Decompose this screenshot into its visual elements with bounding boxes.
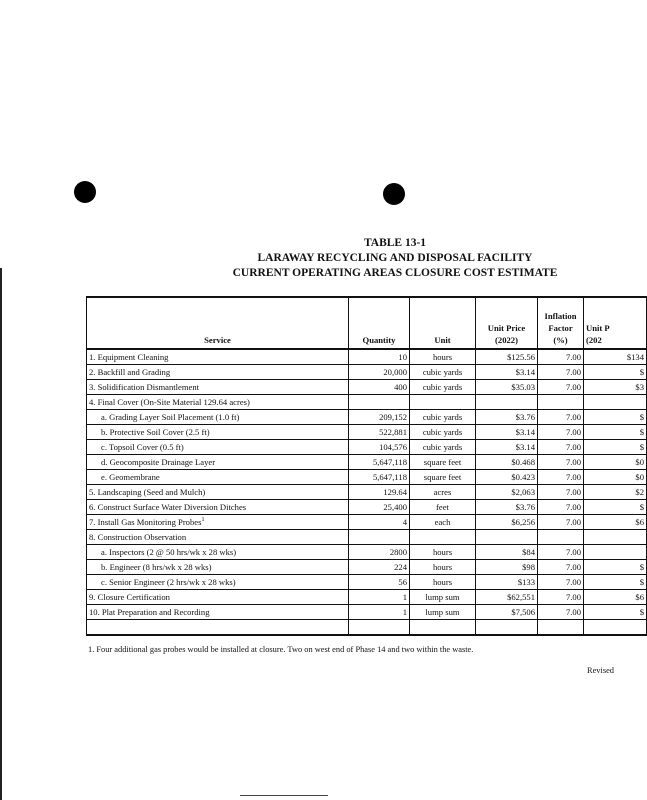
cell-service: [87, 395, 349, 410]
cell-service-text: 1. Equipment Cleaning: [89, 351, 169, 362]
cell-unit: [410, 470, 476, 485]
cell-service: [87, 575, 349, 590]
cell-inflation-factor: [538, 605, 584, 620]
cell-unit-price-2-text: $: [639, 606, 644, 617]
cell-service-text: 7. Install Gas Monitoring Probes: [89, 516, 202, 527]
cell-inflation-factor: [538, 590, 584, 605]
cell-service-text: 4. Final Cover (On-Site Material 129.64 acres): [89, 396, 250, 407]
table-body: [87, 349, 647, 635]
cell-service: [87, 440, 349, 455]
cell-service: [87, 455, 349, 470]
cell-service-text: 3. Solidification Dismantlement: [89, 381, 200, 392]
cell-quantity-text: 209,152: [379, 411, 407, 422]
cell-quantity: [349, 410, 410, 425]
cell-unit: [410, 560, 476, 575]
cell-quantity-text: 10: [398, 351, 407, 362]
header-service: Service: [87, 297, 349, 349]
cell-inflation-factor-text: 7.00: [565, 471, 581, 482]
cell-unit-price-text: $3.76: [515, 501, 535, 512]
cell-unit-text: square feet: [423, 456, 462, 467]
cell-unit: [410, 500, 476, 515]
cell-unit-price-2-text: $: [639, 426, 644, 437]
punch-hole-left: [74, 181, 96, 203]
cell-unit: [410, 455, 476, 470]
cell-unit-text: acres: [433, 486, 452, 497]
cell-unit-text: hours: [432, 546, 453, 557]
cell-unit-price-2: [584, 515, 647, 530]
cell-unit-text: cubic yards: [422, 366, 463, 377]
cell-quantity: [349, 515, 410, 530]
cell-unit-price-text: $6,256: [511, 516, 535, 527]
cell-unit-price: [476, 545, 538, 560]
cell-quantity: [349, 425, 410, 440]
cell-unit-price-2: [584, 605, 647, 620]
cell-quantity: [349, 455, 410, 470]
cell-unit-price: [476, 395, 538, 410]
cell-unit: [410, 545, 476, 560]
cell-quantity-text: 522,881: [379, 426, 407, 437]
spacer-cell: [87, 620, 349, 636]
cell-unit-price: [476, 590, 538, 605]
table-row: [87, 410, 647, 425]
cell-service-text: a. Grading Layer Soil Placement (1.0 ft): [101, 411, 240, 422]
punch-hole-right: [383, 183, 405, 205]
cell-unit: [410, 590, 476, 605]
header-unit-price-line2: (2022): [495, 335, 518, 345]
cell-quantity: [349, 349, 410, 365]
cell-quantity: [349, 575, 410, 590]
cell-unit-price-2: [584, 380, 647, 395]
header-unit-price2-line2: (202: [586, 335, 602, 345]
cell-unit: [410, 410, 476, 425]
cell-inflation-factor-text: 7.00: [565, 576, 581, 587]
cell-unit: [410, 515, 476, 530]
cell-quantity-text: 2800: [389, 546, 407, 557]
cell-quantity-text: 25,400: [383, 501, 407, 512]
cell-unit-text: each: [434, 516, 451, 527]
cell-unit-price: [476, 365, 538, 380]
header-unit-price2-line1: Unit P: [586, 323, 610, 333]
table-row: [87, 500, 647, 515]
title-line-1: TABLE 13-1: [363, 237, 427, 249]
cell-inflation-factor: [538, 349, 584, 365]
cell-unit-price-text: $3.14: [515, 441, 535, 452]
table-row: [87, 455, 647, 470]
cell-unit-price-text: $3.76: [515, 411, 535, 422]
cell-unit-price-text: $0.423: [511, 471, 535, 482]
cost-table-container: [86, 296, 644, 636]
cell-quantity: [349, 395, 410, 410]
cell-unit-price-2-text: $0: [635, 456, 644, 467]
cell-service-text: 2. Backfill and Grading: [89, 366, 171, 377]
cell-unit-price-2: [584, 425, 647, 440]
cell-inflation-factor: [538, 410, 584, 425]
cell-unit-price: [476, 455, 538, 470]
cell-inflation-factor: [538, 440, 584, 455]
cell-quantity: [349, 365, 410, 380]
cell-unit-price: [476, 410, 538, 425]
cell-inflation-factor: [538, 365, 584, 380]
cell-inflation-factor: [538, 515, 584, 530]
cell-service-text: 10. Plat Preparation and Recording: [89, 606, 210, 617]
cell-unit-price-text: $125.56: [507, 351, 535, 362]
cell-unit-text: cubic yards: [422, 381, 463, 392]
cell-service: [87, 530, 349, 545]
cell-unit-price-2-text: $6: [635, 591, 644, 602]
cell-unit-price: [476, 425, 538, 440]
cell-service-text: a. Inspectors (2 @ 50 hrs/wk x 28 wks): [101, 546, 237, 557]
cell-unit-price-2-text: $: [639, 366, 644, 377]
cell-unit-text: hours: [432, 576, 453, 587]
cell-inflation-factor-text: 7.00: [565, 366, 581, 377]
cell-unit-price-text: $62,551: [507, 591, 535, 602]
table-row: [87, 545, 647, 560]
cell-inflation-factor: [538, 380, 584, 395]
cell-service-text: 9. Closure Certification: [89, 591, 170, 602]
spacer-cell: [410, 620, 476, 636]
cell-unit-price-2: [584, 485, 647, 500]
cell-unit-text: cubic yards: [422, 426, 463, 437]
cell-unit-price: [476, 485, 538, 500]
cell-service: [87, 410, 349, 425]
spacer-cell: [349, 620, 410, 636]
cell-service: [87, 560, 349, 575]
spacer-cell: [476, 620, 538, 636]
header-unit: Unit: [410, 297, 476, 349]
closure-cost-table: [86, 296, 647, 636]
cell-unit-price-2-text: $6: [635, 516, 644, 527]
cell-service: [87, 365, 349, 380]
table-row: [87, 395, 647, 410]
header-unit-price-line1: Unit Price: [487, 323, 526, 333]
spacer-cell: [584, 620, 647, 636]
cell-unit-price: [476, 500, 538, 515]
cell-unit-price: [476, 575, 538, 590]
cell-unit-text: cubic yards: [422, 411, 463, 422]
cell-quantity-text: 4: [402, 516, 407, 527]
cell-unit-text: lump sum: [425, 591, 460, 602]
cell-inflation-factor-text: 7.00: [565, 546, 581, 557]
cell-quantity-text: 1: [402, 606, 407, 617]
cell-quantity: [349, 545, 410, 560]
cell-unit-price: [476, 515, 538, 530]
cell-unit-text: cubic yards: [422, 441, 463, 452]
cell-service: [87, 590, 349, 605]
table-title: [180, 236, 610, 281]
cell-service-text: e. Geomembrane: [101, 471, 160, 482]
header-unit-price: [476, 297, 538, 349]
table-row: [87, 560, 647, 575]
cell-inflation-factor: [538, 545, 584, 560]
cell-service: [87, 515, 349, 530]
cell-unit: [410, 365, 476, 380]
cell-unit: [410, 530, 476, 545]
table-row: [87, 365, 647, 380]
cell-unit-price: [476, 470, 538, 485]
cell-unit: [410, 395, 476, 410]
cell-inflation-factor: [538, 575, 584, 590]
cell-inflation-factor-text: 7.00: [565, 486, 581, 497]
footnote: 1. Four additional gas probes would be installed at closure. Two on west end of Phase 14 and two within the waste.: [88, 645, 474, 654]
cell-unit-price-2-text: $0: [635, 471, 644, 482]
cell-unit: [410, 485, 476, 500]
cell-unit-price-2: [584, 440, 647, 455]
cell-unit-price-text: $7,506: [511, 606, 535, 617]
table-header-row: [87, 297, 647, 349]
cell-unit-price-text: $3.14: [515, 426, 535, 437]
cell-quantity: [349, 605, 410, 620]
cell-inflation-factor: [538, 470, 584, 485]
cell-quantity-text: 56: [398, 576, 407, 587]
cell-unit-price-text: $2,063: [511, 486, 535, 497]
cell-inflation-factor: [538, 500, 584, 515]
cell-service-text: b. Protective Soil Cover (2.5 ft): [101, 426, 210, 437]
cell-unit-price-2-text: $: [639, 561, 644, 572]
cell-unit-price: [476, 349, 538, 365]
cell-unit-price-text: $35.03: [511, 381, 535, 392]
header-inflation-line2: Factor: [548, 323, 573, 333]
cell-unit-price-text: $98: [522, 561, 535, 572]
header-unit-price-2: [584, 297, 647, 349]
cell-inflation-factor-text: 7.00: [565, 426, 581, 437]
cell-unit-price-2-text: $: [639, 501, 644, 512]
cell-service: [87, 500, 349, 515]
cell-unit-price-2: [584, 410, 647, 425]
cell-quantity: [349, 500, 410, 515]
cell-quantity: [349, 380, 410, 395]
cell-unit-price-2-text: $: [639, 441, 644, 452]
cell-service: [87, 470, 349, 485]
cell-unit-price: [476, 605, 538, 620]
cell-unit-price: [476, 440, 538, 455]
cell-unit-price-2: [584, 530, 647, 545]
cell-unit-price: [476, 530, 538, 545]
cell-unit: [410, 425, 476, 440]
cell-quantity-text: 104,576: [379, 441, 407, 452]
cell-inflation-factor: [538, 560, 584, 575]
cell-unit: [410, 440, 476, 455]
cell-service-text: 8. Construction Observation: [89, 531, 187, 542]
cell-inflation-factor: [538, 455, 584, 470]
cell-service-text: b. Engineer (8 hrs/wk x 28 wks): [101, 561, 212, 572]
table-row: [87, 530, 647, 545]
cell-unit-price-2: [584, 575, 647, 590]
cell-quantity: [349, 440, 410, 455]
page-edge-rule: [0, 268, 2, 800]
cell-inflation-factor: [538, 530, 584, 545]
cell-service-text: c. Topsoil Cover (0.5 ft): [101, 441, 184, 452]
table-row: [87, 425, 647, 440]
cell-unit-text: feet: [436, 501, 449, 512]
cell-inflation-factor-text: 7.00: [565, 351, 581, 362]
cell-unit-price-2: [584, 365, 647, 380]
cell-inflation-factor-text: 7.00: [565, 441, 581, 452]
bottom-scan-mark: [240, 795, 328, 796]
table-row: [87, 575, 647, 590]
cell-unit-price-2: [584, 560, 647, 575]
cell-unit-price-2-text: $: [639, 576, 644, 587]
table-row: [87, 380, 647, 395]
cell-unit-price-text: $3.14: [515, 366, 535, 377]
header-inflation-factor: [538, 297, 584, 349]
cell-unit-text: hours: [432, 351, 453, 362]
cell-service-text: 6. Construct Surface Water Diversion Ditches: [89, 501, 247, 512]
cell-unit-price: [476, 560, 538, 575]
header-inflation-line1: Inflation: [544, 311, 577, 321]
cell-unit-price-2-text: $2: [635, 486, 644, 497]
cell-service: [87, 349, 349, 365]
cell-unit-price-2: [584, 590, 647, 605]
cell-unit: [410, 605, 476, 620]
cell-unit-price-text: $133: [517, 576, 535, 587]
cell-service-text: c. Senior Engineer (2 hrs/wk x 28 wks): [101, 576, 236, 587]
cell-quantity-text: 5,647,118: [372, 456, 407, 467]
header-inflation-line3: (%): [553, 335, 568, 345]
cell-inflation-factor-text: 7.00: [565, 591, 581, 602]
spacer-cell: [538, 620, 584, 636]
cell-quantity-text: 129.64: [383, 486, 407, 497]
cell-quantity: [349, 485, 410, 500]
cell-quantity: [349, 530, 410, 545]
cell-unit-text: lump sum: [425, 606, 460, 617]
cell-inflation-factor: [538, 485, 584, 500]
cell-unit-price-text: $84: [522, 546, 535, 557]
cell-inflation-factor-text: 7.00: [565, 501, 581, 512]
cell-unit-text: square feet: [423, 471, 462, 482]
cell-inflation-factor-text: 7.00: [565, 381, 581, 392]
cell-unit: [410, 575, 476, 590]
cell-inflation-factor-text: 7.00: [565, 606, 581, 617]
table-spacer-row: [87, 620, 647, 636]
cell-unit-price-2-text: $: [639, 411, 644, 422]
header-quantity: Quantity: [349, 297, 410, 349]
cell-quantity: [349, 560, 410, 575]
cell-unit-price-2: [584, 470, 647, 485]
cell-unit-price-text: $0.468: [511, 456, 535, 467]
title-line-2: LARAWAY RECYCLING AND DISPOSAL FACILITY: [257, 252, 533, 264]
cell-unit-price-2-text: $134: [626, 351, 644, 362]
cell-quantity: [349, 590, 410, 605]
cell-unit-price-2: [584, 349, 647, 365]
table-row: [87, 590, 647, 605]
cell-service: [87, 380, 349, 395]
cell-inflation-factor-text: 7.00: [565, 456, 581, 467]
cell-service: [87, 485, 349, 500]
cell-unit: [410, 349, 476, 365]
table-row: [87, 485, 647, 500]
cell-unit-price-2: [584, 545, 647, 560]
cell-service-text: d. Geocomposite Drainage Layer: [101, 456, 216, 467]
cell-quantity-text: 224: [394, 561, 407, 572]
cell-inflation-factor: [538, 395, 584, 410]
cell-quantity-text: 5,647,118: [372, 471, 407, 482]
cell-service-text: 5. Landscaping (Seed and Mulch): [89, 486, 206, 497]
cell-unit-price-2: [584, 395, 647, 410]
cell-quantity: [349, 470, 410, 485]
title-line-3: CURRENT OPERATING AREAS CLOSURE COST ESTIMATE: [232, 267, 558, 279]
table-row: [87, 440, 647, 455]
cell-service: [87, 545, 349, 560]
cell-unit-price-2-text: $3: [635, 381, 644, 392]
table-row: [87, 605, 647, 620]
table-row: [87, 470, 647, 485]
cell-unit-text: hours: [432, 561, 453, 572]
cell-unit-price-2: [584, 500, 647, 515]
cell-inflation-factor: [538, 425, 584, 440]
table-row: [87, 515, 647, 530]
cell-unit-price-2: [584, 455, 647, 470]
cell-quantity-text: 1: [402, 591, 407, 602]
revised-label: Revised: [587, 666, 614, 675]
table-row: [87, 349, 647, 365]
cell-quantity-text: 400: [394, 381, 407, 392]
cell-quantity-text: 20,000: [383, 366, 407, 377]
cell-service: [87, 425, 349, 440]
cell-inflation-factor-text: 7.00: [565, 561, 581, 572]
footnote-marker: 1: [201, 516, 205, 523]
cell-inflation-factor-text: 7.00: [565, 411, 581, 422]
cell-unit: [410, 380, 476, 395]
cell-unit-price: [476, 380, 538, 395]
cell-inflation-factor-text: 7.00: [565, 516, 581, 527]
cell-service: [87, 605, 349, 620]
